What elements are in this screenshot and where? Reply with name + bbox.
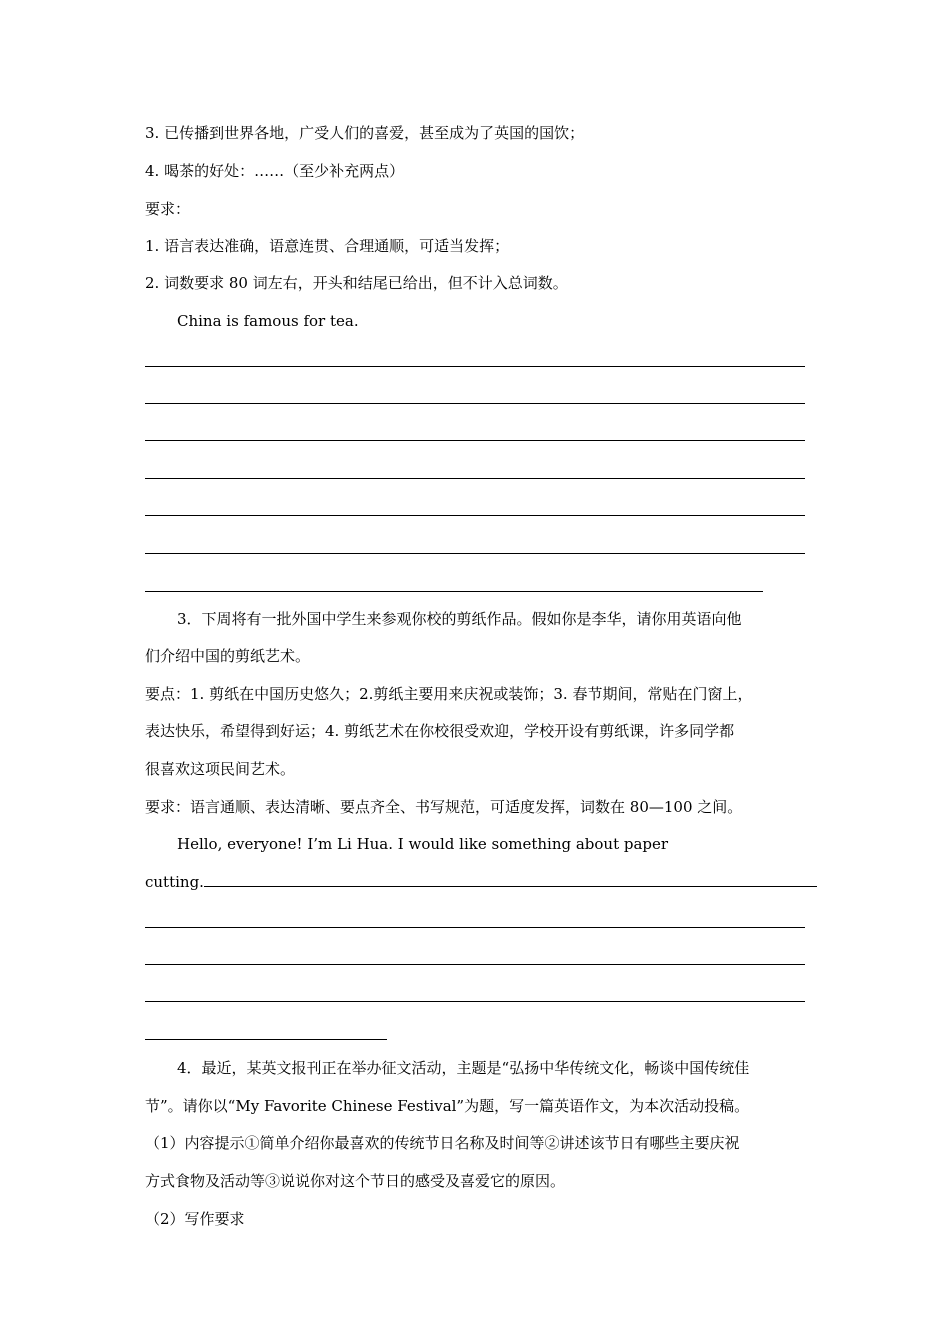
- point-4: 4. 喝茶的好处：……（至少补充两点）: [145, 162, 405, 180]
- requirement-2: 2. 词数要求 80 词左右，开头和结尾已给出，但不计入总词数。: [145, 274, 568, 292]
- answer-line[interactable]: [145, 1001, 805, 1002]
- content-hints: （1）内容提示①简单介绍你最喜欢的传统节日名称及时间等②讲述该节日有哪些主要庆祝: [145, 1134, 740, 1152]
- requirement-1: 1. 语言表达准确，语意连贯、合理通顺，可适当发挥；: [145, 237, 510, 255]
- writing-requirements-title: （2）写作要求: [145, 1210, 245, 1228]
- essay-opening-cont: [145, 872, 817, 892]
- answer-line[interactable]: [145, 515, 805, 516]
- key-points-cont: 很喜欢这项民间艺术。: [145, 760, 296, 778]
- content-hints-cont: 方式食物及活动等③说说你对这个节日的感受及喜爱它的原因。: [145, 1172, 566, 1190]
- question-3-requirements: 要求：语言通顺、表达清晰、要点齐全、书写规范，可适度发挥，词数在 80—100 之间。: [145, 798, 743, 816]
- opening-word: cutting.: [145, 873, 204, 891]
- answer-line[interactable]: [145, 403, 805, 404]
- question-4-prompt-cont: 节”。请你以“My Favorite Chinese Festival”为题，写一篇英语作文，为本次活动投稿。: [145, 1097, 750, 1115]
- key-points: 要点：1. 剪纸在中国历史悠久；2.剪纸主要用来庆祝或装饰；3. 春节期间，常贴在门窗上，: [145, 685, 753, 703]
- answer-line[interactable]: [145, 366, 805, 367]
- key-points-cont: 表达快乐，希望得到好运；4. 剪纸艺术在你校很受欢迎，学校开设有剪纸课，许多同学都: [145, 722, 735, 740]
- answer-line[interactable]: [145, 591, 763, 592]
- answer-line[interactable]: [145, 1039, 387, 1040]
- answer-line[interactable]: [145, 964, 805, 965]
- answer-line[interactable]: [145, 440, 805, 441]
- question-4-prompt: 4．最近，某英文报刊正在举办征文活动，主题是“弘扬中华传统文化，畅谈中国传统佳: [177, 1059, 750, 1077]
- answer-line[interactable]: [145, 478, 805, 479]
- point-3: 3. 已传播到世界各地，广受人们的喜爱，甚至成为了英国的国饮；: [145, 124, 585, 142]
- requirements-title: 要求：: [145, 200, 191, 218]
- answer-line[interactable]: [145, 553, 805, 554]
- question-3-prompt-cont: 们介绍中国的剪纸艺术。: [145, 647, 311, 665]
- question-3-prompt: 3．下周将有一批外国中学生来参观你校的剪纸作品。假如你是李华，请你用英语向他: [177, 610, 742, 628]
- essay-opening: China is famous for tea.: [177, 312, 359, 330]
- answer-line[interactable]: [145, 927, 805, 928]
- essay-opening: Hello, everyone! I’m Li Hua. I would like something about paper: [177, 835, 669, 853]
- answer-line[interactable]: [204, 886, 817, 887]
